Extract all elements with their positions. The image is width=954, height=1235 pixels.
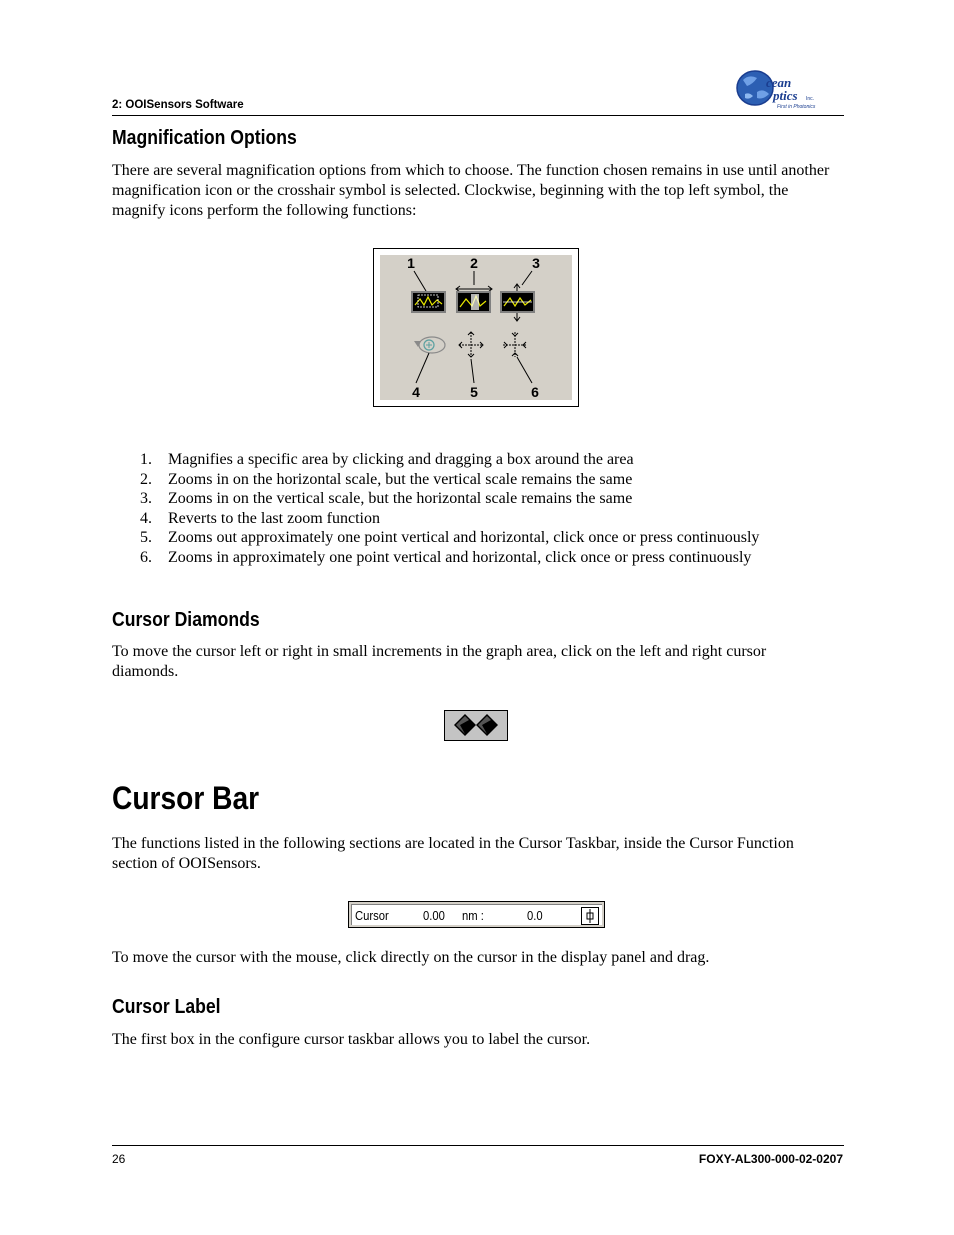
running-header: 2: OOISensors Software [112,99,244,111]
document-id: FOXY-AL300-000-02-0207 [698,1152,843,1166]
cursor-diamonds-text: To move the cursor left or right in small increments in the graph area, click on the left and right cursor diamonds. [112,643,767,680]
cursor-value: 0.00 [423,909,445,923]
cursor-marker-icon [582,908,598,924]
cursor-configure-button[interactable] [581,907,599,925]
fig-label-6: 6 [531,384,539,400]
cursor-diamonds-graphic [445,711,507,740]
cursor-taskbar-field [351,904,602,925]
cursor-diamonds-figure [444,710,508,741]
fig-label-2: 2 [470,255,478,271]
magnification-intro: There are several magnification options from which to choose. The function chosen remains in use until another magnification icon or the crosshair symbol is selected. Clockwise, beginning with the top left symbol, the magnify icons perform the following functions: [112,162,830,219]
footer-rule [112,1145,844,1146]
logo-graphic [733,66,843,114]
cursor-taskbar [348,901,605,928]
logo-tagline: First in Photonics [777,104,816,110]
fig-label-3: 3 [532,255,540,271]
cursor-bar-text-2: To move the cursor with the mouse, click directly on the cursor in the display panel and drag. [112,949,710,966]
magnification-functions-list [112,450,759,568]
heading-magnification-options: Magnification Options [112,127,297,149]
heading-cursor-diamonds: Cursor Diamonds [112,609,260,631]
list-item: 5. Zooms out approximately one point vertical and horizontal, click once or press continuously [140,529,760,547]
logo-suffix: Inc. [806,96,815,102]
heading-cursor-label: Cursor Label [112,996,221,1018]
magnification-icons-graphic [374,249,578,406]
header-rule [112,115,844,116]
list-item: 1. Magnifies a specific area by clicking and dragging a box around the area [140,451,634,468]
cursor-label-text: The first box in the configure cursor taskbar allows you to label the cursor. [112,1031,591,1048]
logo-text-2: ptics [773,88,798,103]
cursor-reading: 0.0 [527,909,543,923]
fig-label-5: 5 [470,384,478,400]
page-number: 26 [112,1152,126,1166]
magnification-icons-figure [373,248,579,407]
list-item: 2. Zooms in on the horizontal scale, but the vertical scale remains the same [140,470,633,488]
list-item: 4. Reverts to the last zoom function [140,509,380,527]
cursor-label-field[interactable]: Cursor [355,909,389,923]
list-item: 3. Zooms in on the vertical scale, but the horizontal scale remains the same [140,490,633,508]
cursor-unit: nm : [462,909,484,923]
ocean-optics-logo [733,66,843,114]
zoom-box-icon [412,292,445,312]
heading-cursor-bar: Cursor Bar [112,780,260,816]
fig-label-4: 4 [412,384,420,400]
cursor-bar-text-1: The functions listed in the following sections are located in the Cursor Taskbar, inside the Cursor Function section of OOISensors. [112,835,794,872]
fig-label-1: 1 [407,255,415,271]
logo-text-1: cean [766,75,792,90]
list-item: 6. Zooms in approximately one point vertical and horizontal, click once or press continuously [140,548,752,566]
